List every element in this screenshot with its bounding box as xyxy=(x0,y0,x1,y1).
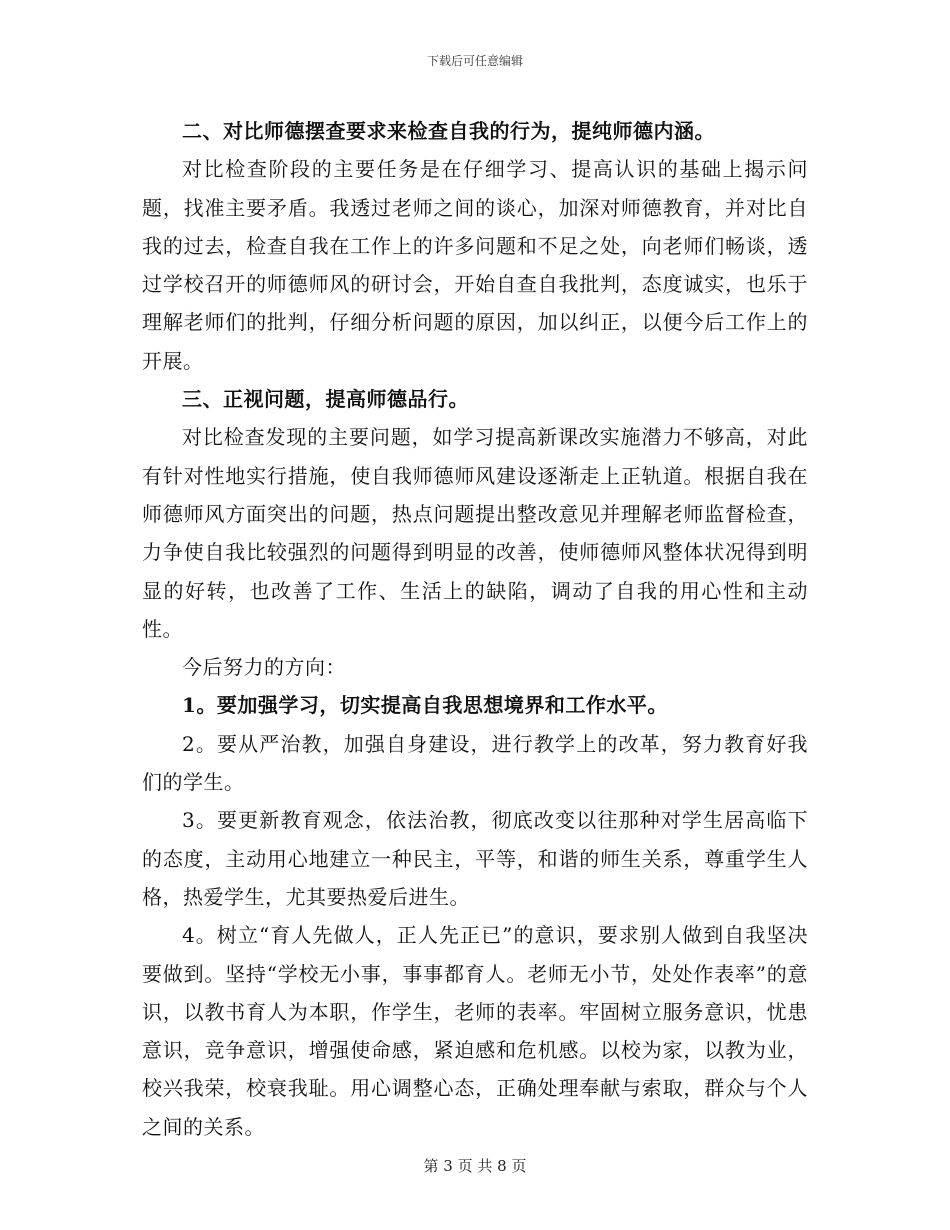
list-item-4: 4。树立“育人先做人，正人先正已”的意识，要求别人做到自我坚决要做到。坚持“学校无小事，事事都育人。老师无小节，处处作表率”的意识，以教书育人为本职，作学生，老师的表率。牢固树立服务意识，忧患意识，竞争意识，增强使命感，紧迫感和危机感。以校为家，以教为业，校兴我荣，校衰我耻。用心调整心态，正确处理奉献与索取，群众与个人之间的关系。 xyxy=(142,923,808,1139)
body-paragraph: 对比检查阶段的主要任务是在仔细学习、提高认识的基础上揭示问题，找准主要矛盾。我透过老师之间的谈心，加深对师德教育，并对比自我的过去，检查自我在工作上的许多问题和不足之处，向老师们畅谈，透过学校召开的师德师风的研讨会，开始自查自我批判，态度诚实，也乐于理解老师们的批判，仔细分析问题的原因，加以纠正，以便今后工作上的开展。 xyxy=(142,157,808,373)
subheading-future-direction: 今后努力的方向： xyxy=(182,655,346,680)
list-item-1: 1。要加强学习，切实提高自我思想境界和工作水平。 xyxy=(182,693,668,718)
list-item-2: 2。要从严治教，加强自身建设，进行教学上的改革，努力教育好我们的学生。 xyxy=(142,731,808,795)
section-heading-3: 三、正视问题，提高师德品行。 xyxy=(182,387,469,412)
list-item-3: 3。要更新教育观念，依法治教，彻底改变以往那种对学生居高临下的态度，主动用心地建立一种民主，平等，和谐的师生关系，尊重学生人格，热爱学生，尤其要热爱后进生。 xyxy=(142,808,808,909)
document-body xyxy=(142,112,808,1146)
section-heading-2: 二、对比师德摆查要求来检查自我的行为，提纯师德内涵。 xyxy=(182,119,715,143)
page-header: 下载后可任意编辑 xyxy=(426,54,523,68)
page-number-footer: 第 3 页 共 8 页 xyxy=(423,1157,527,1175)
body-paragraph: 对比检查发现的主要问题，如学习提高新课改实施潜力不够高，对此有针对性地实行措施，使自我师德师风建设逐渐走上正轨道。根据自我在师德师风方面突出的问题，热点问题提出整改意见并理解老师监督检查，力争使自我比较强烈的问题得到明显的改善，使师德师风整体状况得到明显的好转，也改善了工作、生活上的缺陷，调动了自我的用心性和主动性。 xyxy=(142,425,808,641)
